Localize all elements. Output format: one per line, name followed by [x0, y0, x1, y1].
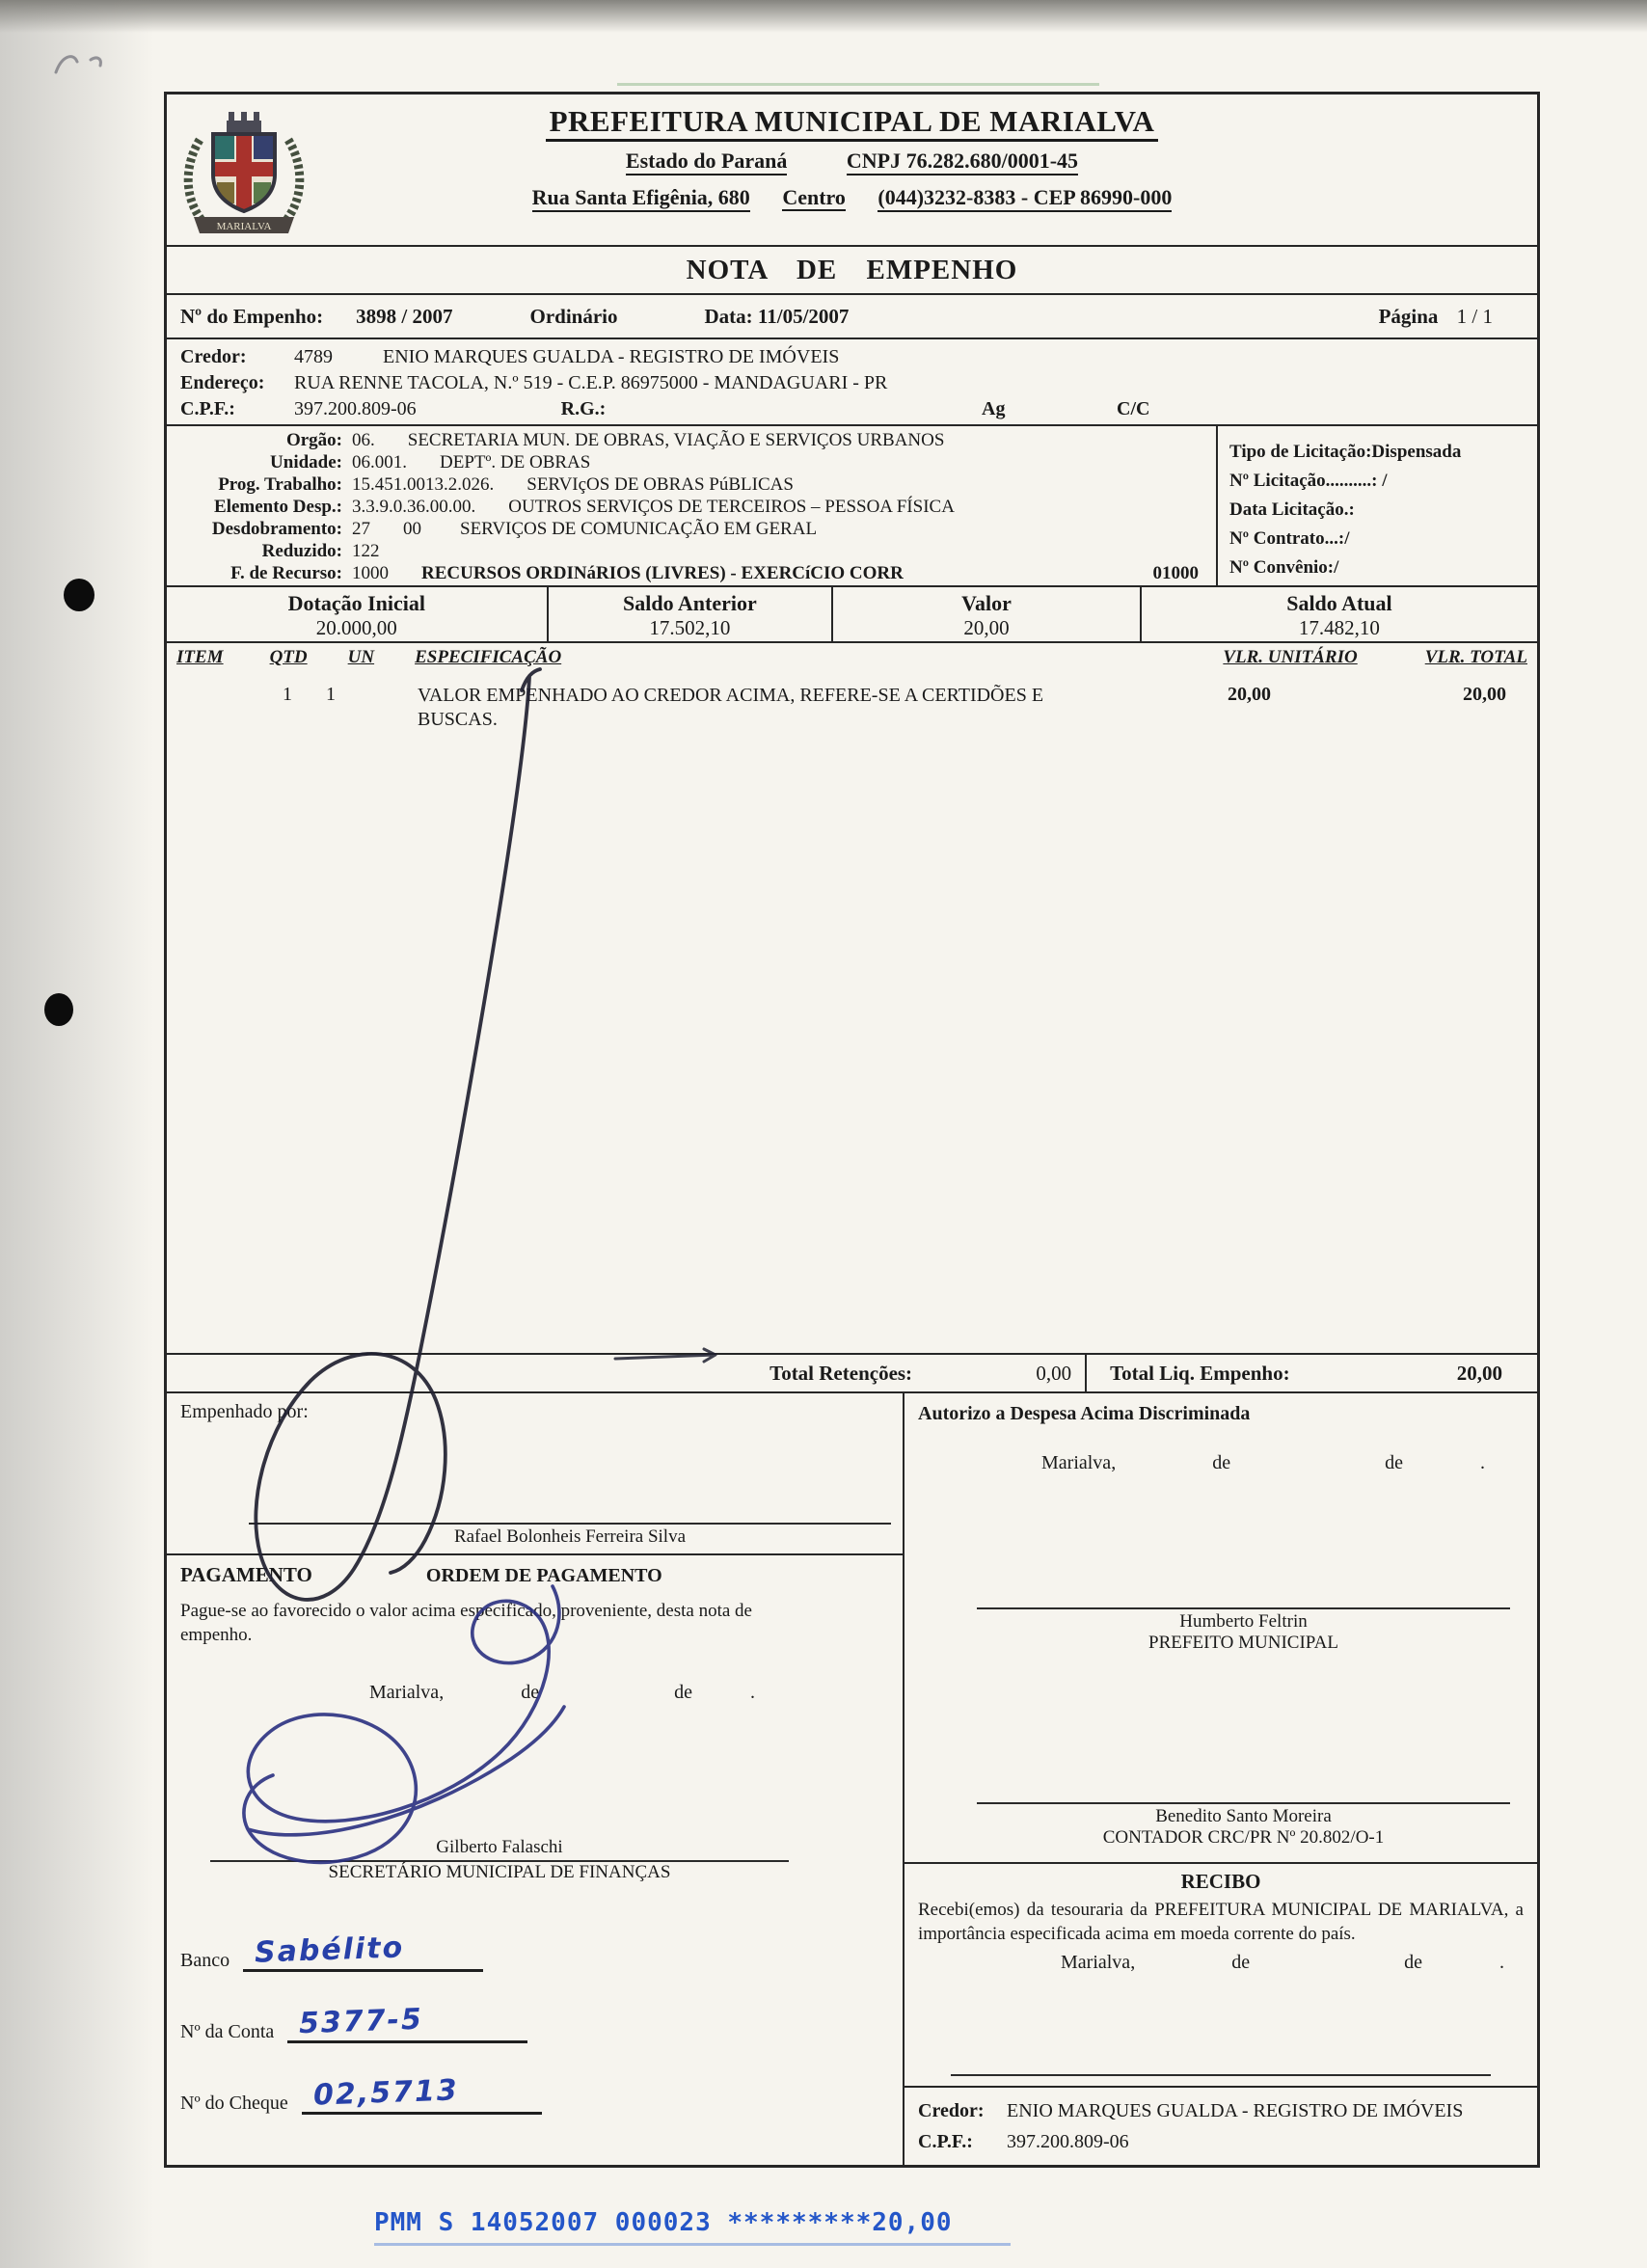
empenho-number-value: 3898 / 2007	[356, 304, 453, 328]
phone-cep: (044)3232-8383 - CEP 86990-000	[878, 185, 1172, 212]
signer-title: CONTADOR CRC/PR Nº 20.802/O-1	[1102, 1827, 1385, 1848]
account-label: C/C	[1117, 398, 1150, 419]
header-especificacao: ESPECIFICAÇÃO	[415, 647, 562, 667]
conta-label: Nº da Conta	[180, 2021, 275, 2042]
item-specification: VALOR EMPENHADO AO CREDOR ACIMA, REFERE-SE A CERTIDÕES E BUSCAS.	[418, 685, 1044, 730]
signature-line	[977, 1607, 1510, 1609]
field-code: 3.3.9.0.36.00.00.	[352, 497, 476, 517]
item-row	[167, 684, 1537, 732]
signer-name: Gilberto Falaschi	[436, 1837, 563, 1857]
recibo-text: Recebi(emos) da tesouraria da PREFEITURA MUNICIPAL DE MARIALVA, a importância especificada acima em moeda corrente do país.	[918, 1900, 1524, 1944]
field-code: 27	[352, 519, 370, 539]
dot-matrix-footer: PMM S 14052007 000023 *********20,00	[374, 2208, 1011, 2246]
cheque-handwritten-value: 02,5713	[312, 2073, 459, 2113]
saldo-atual-cell	[1140, 587, 1537, 641]
municipality-title: PREFEITURA MUNICIPAL DE MARIALVA	[167, 104, 1537, 139]
items-table	[167, 643, 1537, 1355]
signature-line	[249, 1523, 891, 1525]
retencoes-value: 0,00	[1036, 1361, 1072, 1385]
field-code: 122	[352, 541, 380, 561]
header-qtd: QTD	[269, 647, 308, 667]
creditor-name: ENIO MARQUES GUALDA - REGISTRO DE IMÓVEIS	[1007, 2099, 1464, 2121]
column-value: 20,00	[963, 616, 1010, 639]
creditor-footer	[904, 2088, 1537, 2163]
item-total-value: 20,00	[1463, 684, 1506, 705]
date-line	[1061, 1952, 1524, 1974]
page-indicator	[1379, 305, 1493, 329]
banco-label: Banco	[180, 1950, 230, 1971]
address-row	[167, 370, 1537, 396]
field-desc: SECRETARIA MUN. DE OBRAS, VIAÇÃO E SERVIÇOS URBANOS	[407, 430, 945, 450]
pagamento-text: Pague-se ao favorecido o valor acima especificado, proveniente, desta nota de empenho.	[180, 1601, 752, 1645]
field-desc: SERVIçOS DE OBRAS PúBLICAS	[526, 474, 794, 495]
field-code: 06.001.	[352, 452, 407, 472]
logo-ribbon-text: MARIALVA	[216, 221, 272, 232]
left-column	[167, 1393, 903, 2165]
recibo-title: RECIBO	[1180, 1870, 1261, 1893]
nota-de-empenho-form	[164, 92, 1540, 2168]
column-value: 17.482,10	[1298, 616, 1380, 639]
liquido-cell	[1085, 1355, 1537, 1391]
address-label: Endereço:	[180, 372, 265, 393]
field-fonte-recurso	[167, 563, 1218, 585]
field-reduzido	[167, 541, 1218, 563]
field-code: 15.451.0013.2.026.	[352, 474, 495, 495]
district-label: Centro	[782, 185, 846, 209]
coat-of-arms-icon	[176, 109, 311, 244]
header-un: UN	[347, 647, 375, 667]
field-desc: SERVIÇOS DE COMUNICAÇÃO EM GERAL	[460, 519, 818, 539]
creditor-row	[167, 344, 1537, 370]
scan-artifact-line	[617, 83, 1099, 86]
creditor-code: 4789	[294, 346, 333, 367]
column-value: 17.502,10	[649, 616, 731, 639]
de-label: de	[674, 1682, 692, 1703]
field-orgao	[167, 430, 1218, 452]
ordem-pagamento-title: ORDEM DE PAGAMENTO	[425, 1565, 662, 1586]
document-title: NOTA DE EMPENHO	[167, 247, 1537, 295]
agency-label: Ag	[982, 398, 1006, 419]
header-address-line	[167, 185, 1537, 210]
items-header-row	[167, 643, 1537, 668]
date-line	[1041, 1452, 1524, 1474]
field-unidade	[167, 452, 1218, 474]
pen-mark-top-left	[56, 57, 100, 72]
retencoes-label: Total Retenções:	[770, 1361, 913, 1385]
city-label: Marialva,	[1041, 1452, 1117, 1473]
creditor-block	[167, 339, 1537, 426]
cpf-value: 397.200.809-06	[294, 398, 417, 419]
rg-label: R.G.:	[560, 398, 607, 419]
field-label: Prog. Trabalho:	[218, 474, 342, 495]
field-label: Orgão:	[285, 430, 342, 450]
period: .	[1479, 1452, 1485, 1473]
empenho-number-label: Nº do Empenho:	[180, 304, 324, 328]
valor-cell	[831, 587, 1140, 641]
form-header	[167, 104, 1537, 247]
cpf-label: C.P.F.:	[180, 398, 235, 419]
page-label: Página	[1378, 304, 1439, 328]
field-desdobramento	[167, 519, 1218, 541]
field-label: Unidade:	[270, 452, 342, 472]
retencoes-cell	[167, 1355, 1085, 1391]
creditor-label: Credor:	[918, 2099, 985, 2121]
coat-of-arms	[176, 109, 311, 244]
header-item: ITEM	[176, 647, 224, 667]
creditor-label: Credor:	[180, 346, 247, 367]
field-code: 06.	[352, 430, 375, 450]
item-number: 1	[283, 684, 292, 705]
cheque-field	[180, 2073, 542, 2115]
creditor-footer-row	[918, 2095, 1524, 2126]
field-code2: 00	[403, 519, 421, 539]
banco-handwritten-box	[243, 1930, 483, 1972]
field-label: Elemento Desp.:	[214, 497, 342, 517]
header-vlr-total: VLR. TOTAL	[1424, 647, 1527, 667]
liquido-value: 20,00	[1456, 1361, 1502, 1385]
cpf-label: C.P.F.:	[918, 2130, 973, 2152]
column-value: 20.000,00	[315, 616, 397, 639]
item-quantity: 1	[326, 684, 336, 705]
field-prog-trabalho	[167, 474, 1218, 497]
cpf-row	[167, 396, 1537, 422]
field-label: Reduzido:	[261, 541, 342, 561]
cheque-label: Nº do Cheque	[180, 2092, 288, 2114]
page-value: 1 / 1	[1456, 304, 1493, 328]
period: .	[749, 1682, 755, 1703]
creditor-name: ENIO MARQUES GUALDA - REGISTRO DE IMÓVEIS	[383, 346, 840, 367]
city-label: Marialva,	[1061, 1952, 1136, 1973]
field-label: Desdobramento:	[211, 519, 342, 539]
field-desc: RECURSOS ORDINáRIOS (LIVRES) - EXERCíCIO CORR	[421, 563, 904, 583]
signer-title: PREFEITO MUNICIPAL	[1148, 1633, 1338, 1653]
field-elemento-desp	[167, 497, 1218, 519]
city-label: Marialva,	[369, 1682, 445, 1703]
state-label: Estado do Paraná	[626, 148, 787, 176]
balances-table	[167, 587, 1537, 643]
contador-signature-block	[977, 1802, 1510, 1849]
signature-block	[249, 1523, 891, 1548]
empenho-date: Data: 11/05/2007	[704, 304, 850, 328]
signature-line	[977, 1802, 1510, 1804]
field-extra: 01000	[1152, 563, 1199, 583]
liquido-label: Total Liq. Empenho:	[1110, 1361, 1290, 1385]
empenhado-por-label: Empenhado por:	[180, 1401, 309, 1422]
right-column	[903, 1393, 1537, 2165]
column-header: Saldo Anterior	[623, 591, 757, 615]
licitacao-contrato: Nº Contrato...:/	[1229, 528, 1350, 549]
cnpj-value: CNPJ 76.282.680/0001-45	[847, 148, 1078, 176]
punch-hole	[64, 579, 94, 611]
cheque-handwritten-box	[302, 2073, 542, 2115]
signer-name: Benedito Santo Moreira	[1155, 1806, 1332, 1826]
autorizo-title: Autorizo a Despesa Acima Discriminada	[918, 1403, 1251, 1424]
de-label: de	[1231, 1952, 1251, 1973]
field-label: F. de Recurso:	[230, 563, 342, 583]
empenho-number-row	[167, 295, 1537, 339]
signer-name: Rafael Bolonheis Ferreira Silva	[453, 1526, 687, 1547]
conta-field	[180, 2002, 527, 2043]
licitacao-tipo: Tipo de Licitação:Dispensada	[1229, 442, 1462, 462]
column-header: Valor	[961, 591, 1012, 615]
dotacao-inicial-cell	[167, 587, 547, 641]
recibo-box	[904, 1864, 1537, 2088]
item-unit-value: 20,00	[1228, 684, 1271, 705]
banco-field	[180, 1930, 483, 1972]
field-desc: DEPTº. DE OBRAS	[440, 452, 591, 472]
licitacao-box	[1216, 426, 1537, 585]
column-header: Dotação Inicial	[287, 591, 425, 615]
field-desc: OUTROS SERVIÇOS DE TERCEIROS – PESSOA FÍSICA	[508, 497, 955, 517]
saldo-anterior-cell	[547, 587, 832, 641]
signer-title: SECRETÁRIO MUNICIPAL DE FINANÇAS	[328, 1862, 671, 1882]
header-subline	[167, 148, 1537, 174]
autorizo-box	[904, 1393, 1537, 1864]
prefeito-signature-block	[977, 1607, 1510, 1654]
pagamento-box	[167, 1555, 903, 2163]
cpf-footer-row	[918, 2126, 1524, 2157]
address-value: RUA RENNE TACOLA, N.º 519 - C.E.P. 86975000 - MANDAGUARI - PR	[294, 372, 888, 393]
budget-classification-block	[167, 426, 1537, 587]
period: .	[1498, 1952, 1504, 1973]
column-header: Saldo Atual	[1286, 591, 1392, 615]
licitacao-data: Data Licitação.:	[1229, 500, 1355, 520]
licitacao-numero: Nº Licitação..........: /	[1229, 471, 1388, 491]
cpf-value: 397.200.809-06	[1007, 2130, 1129, 2152]
classification-fields	[167, 430, 1218, 585]
field-code: 1000	[352, 563, 389, 583]
street-address: Rua Santa Efigênia, 680	[532, 185, 750, 212]
de-label: de	[1212, 1452, 1231, 1473]
secretario-signature-block	[210, 1837, 789, 1883]
punch-hole	[44, 993, 73, 1026]
signatures-section	[167, 1393, 1537, 2165]
header-vlr-unitario: VLR. UNITÁRIO	[1223, 647, 1358, 667]
empenhado-por-box	[167, 1393, 903, 1555]
signature-line	[951, 2074, 1491, 2076]
pagamento-header	[180, 1563, 889, 1587]
signer-name: Humberto Feltrin	[1179, 1611, 1308, 1632]
empenho-type: Ordinário	[529, 304, 618, 328]
licitacao-convenio: Nº Convênio:/	[1229, 557, 1339, 578]
banco-handwritten-value: Sabélito	[254, 1930, 405, 1970]
conta-handwritten-value: 5377-5	[298, 2002, 424, 2041]
conta-handwritten-box	[287, 2002, 527, 2043]
de-label: de	[521, 1682, 540, 1703]
de-label: de	[1404, 1952, 1422, 1973]
date-line	[369, 1682, 889, 1704]
item-unit	[336, 684, 364, 732]
de-label: de	[1385, 1452, 1403, 1473]
totals-row	[167, 1355, 1537, 1393]
pagamento-title: PAGAMENTO	[180, 1563, 312, 1586]
